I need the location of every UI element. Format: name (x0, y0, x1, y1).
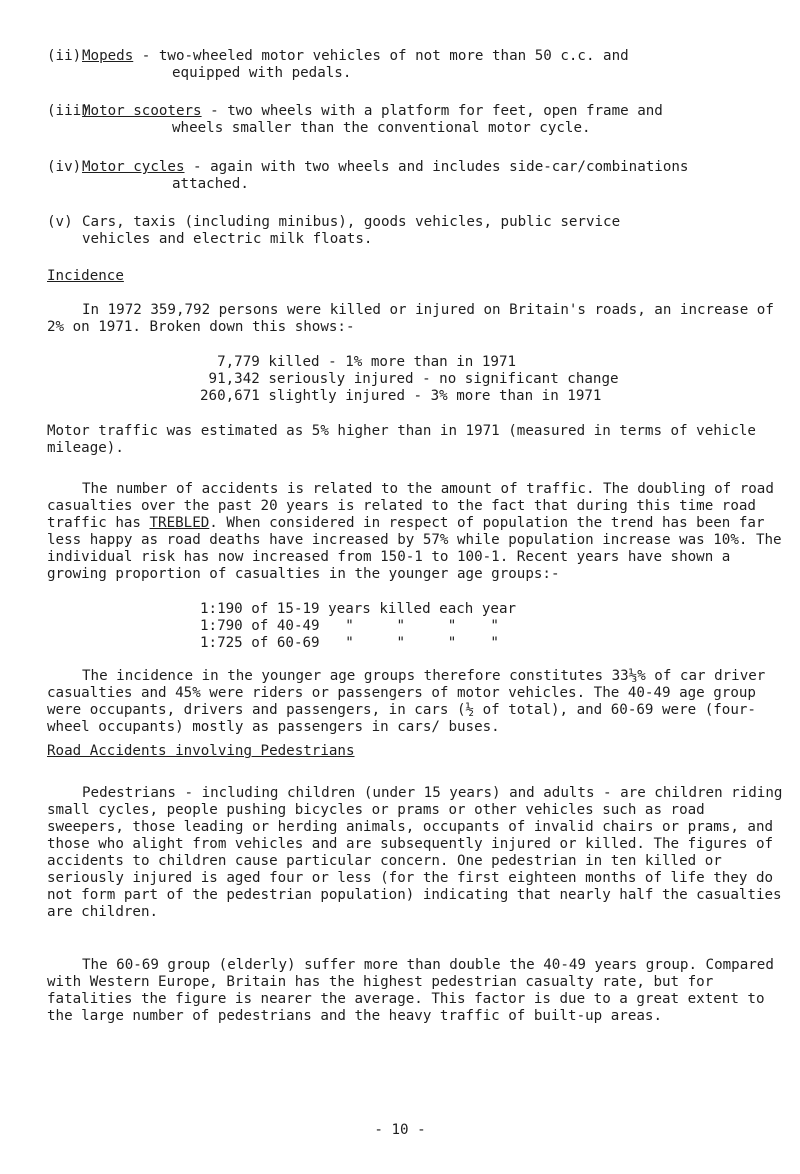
stat-line-seriously-injured: 91,342 seriously injured - no significant change (200, 371, 619, 387)
stat-line-slightly-injured: 260,671 slightly injured - 3% more than in 1971 (200, 388, 602, 404)
definition-continuation: equipped with pedals. (172, 65, 352, 81)
definition-text: Cars, taxis (including minibus), goods vehicles, public service (82, 214, 621, 230)
definition-term: Mopeds (82, 48, 134, 64)
definition-continuation: attached. (172, 176, 249, 192)
casualty-stats (200, 354, 720, 405)
accidents-text-b: . When considered in respect of population the trend has been far less happy as road deaths have increased by 57% while population increase was 10%. The individual risk has now increased from 150-1 to 100-1. Recent years have shown a growing proportion of casualties in the younger age groups:- (47, 515, 782, 582)
definition-mopeds (47, 48, 787, 82)
ratio-line-60-69: 1:725 of 60-69 " " " " (200, 635, 499, 651)
age-risk-ratios (200, 601, 720, 652)
pedestrians-paragraph-1: Pedestrians - including children (under 15 years) and adults - are children riding small cycles, people pushing bicycles or prams or other vehicles such as road sweepers, those leading or herding animals, occupants of invalid chairs or prams, and those who alight from vehicles and are subsequently injured or killed. The figures of accidents to children cause particular concern. One pedestrian in ten killed or seriously injured is aged four or less (for the first eighteen months of life they do not form part of the pedestrian population) indicating that nearly half the casualties are children. (47, 785, 783, 920)
definition-text: - two-wheeled motor vehicles of not more than 50 c.c. and (133, 48, 629, 64)
definition-number: (ii) (47, 48, 82, 64)
definition-term: Motor cycles (82, 159, 185, 175)
definition-text: - again with two wheels and includes side-car/combinations (184, 159, 689, 175)
stat-line-killed: 7,779 killed - 1% more than in 1971 (200, 354, 517, 370)
accidents-text-a: The number of accidents is related to the amount of traffic. The doubling of road casualties over the past 20 years is related to the fact that during this time road traffic has (47, 481, 774, 531)
pedestrians-paragraph-2: The 60-69 group (elderly) suffer more than double the 40-49 years group. Compared with Western Europe, Britain has the highest pedestrian casualty rate, but for fatalities the figure is nearer the average. This factor is due to a great extent to the large number of pedestrians and the heavy traffic of built-up areas. (47, 957, 774, 1024)
traffic-paragraph: Motor traffic was estimated as 5% higher than in 1971 (measured in terms of vehicle mileage). (47, 423, 756, 456)
incidence-heading: Incidence (47, 268, 124, 284)
definition-continuation: wheels smaller than the conventional motor cycle. (172, 120, 591, 136)
definition-cars (47, 214, 787, 248)
trebled-emphasis: TREBLED (149, 515, 210, 531)
definition-number: (v) (47, 214, 73, 230)
definition-term: Motor scooters (82, 103, 202, 119)
definition-text: - two wheels with a platform for feet, open frame and (201, 103, 663, 119)
ratio-line-40-49: 1:790 of 40-49 " " " " (200, 618, 499, 634)
accidents-paragraph (47, 481, 787, 583)
definition-number: (iv) (47, 159, 82, 175)
pedestrians-heading: Road Accidents involving Pedestrians (47, 743, 355, 759)
younger-age-paragraph: The incidence in the younger age groups therefore constitutes 33⅓% of car driver casualties and 45% were riders or passengers of motor vehicles. The 40-49 age group were occupants, drivers and passengers, in cars (½ of total), and 60-69 were (four-wheel occupants) mostly as passengers in cars/ buses. (47, 668, 766, 735)
ratio-line-15-19: 1:190 of 15-19 years killed each year (200, 601, 517, 617)
definition-continuation: vehicles and electric milk floats. (82, 231, 373, 247)
definition-number: (iii) (47, 103, 90, 119)
incidence-paragraph: In 1972 359,792 persons were killed or injured on Britain's roads, an increase of 2% on 1971. Broken down this shows:- (47, 302, 774, 335)
page-number: - 10 - (374, 1122, 426, 1138)
definition-motor-cycles (47, 159, 787, 193)
definition-motor-scooters (47, 103, 787, 137)
